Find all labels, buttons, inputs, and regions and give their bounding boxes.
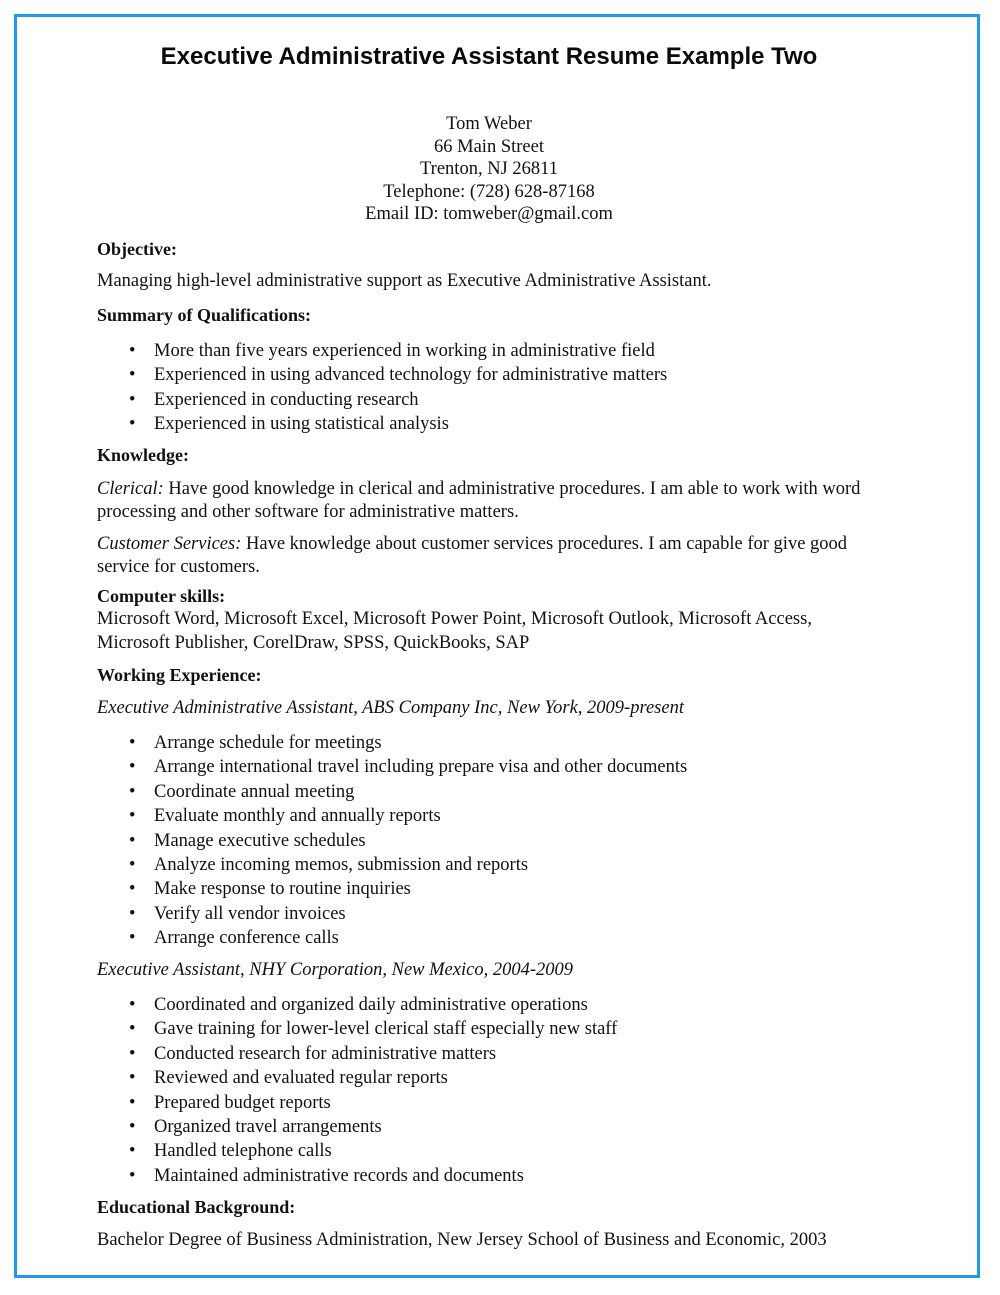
education-heading: Educational Background:	[97, 1197, 296, 1217]
list-item	[97, 1139, 617, 1163]
contact-city: Trenton, NJ 26811	[420, 159, 558, 180]
list-item-text: Coordinated and organized daily administrative operations	[154, 995, 588, 1015]
list-item	[97, 388, 667, 412]
list-item	[97, 853, 687, 877]
bullet-icon: •	[129, 854, 136, 875]
list-item-text: Make response to routine inquiries	[154, 879, 411, 900]
list-item-text: Arrange schedule for meetings	[154, 733, 382, 753]
objective-text: Managing high-level administrative support as Executive Administrative Assistant.	[97, 271, 712, 291]
list-item	[97, 1017, 617, 1041]
list-item-text: Prepared budget reports	[154, 1092, 331, 1113]
bullet-icon: •	[129, 1019, 136, 1040]
contact-telephone: Telephone: (728) 628-87168	[383, 181, 595, 202]
job2-list	[97, 993, 617, 1188]
list-item	[97, 363, 667, 387]
page-title: Executive Administrative Assistant Resume Example Two	[160, 43, 818, 70]
bullet-icon: •	[129, 365, 136, 386]
list-item-text: More than five years experienced in working in administrative field	[154, 341, 655, 361]
bullet-icon: •	[129, 341, 136, 361]
list-item	[97, 1115, 617, 1139]
list-item-text: Manage executive schedules	[154, 830, 366, 851]
list-item-text: Arrange conference calls	[154, 928, 339, 949]
bullet-icon: •	[129, 389, 136, 410]
list-item	[97, 993, 617, 1017]
list-item-text: Gave training for lower-level clerical staff especially new staff	[154, 1019, 618, 1040]
list-item	[97, 755, 687, 779]
list-item-text: Analyze incoming memos, submission and reports	[154, 854, 529, 875]
list-item-text: Reviewed and evaluated regular reports	[154, 1068, 448, 1089]
computer-line-2: Microsoft Publisher, CorelDraw, SPSS, QuickBooks, SAP	[97, 633, 530, 653]
computer-line-1: Microsoft Word, Microsoft Excel, Microsoft Power Point, Microsoft Outlook, Microsoft Access,	[97, 609, 812, 629]
contact-email: Email ID: tomweber@gmail.com	[365, 204, 613, 225]
list-item	[97, 1091, 617, 1115]
resume-page	[14, 14, 980, 1278]
list-item-text: Organized travel arrangements	[154, 1116, 382, 1137]
job1-title: Executive Administrative Assistant, ABS Company Inc, New York, 2009-present	[97, 698, 684, 718]
list-item-text: Conducted research for administrative matters	[154, 1043, 497, 1064]
contact-name: Tom Weber	[446, 114, 532, 134]
knowledge-heading: Knowledge:	[97, 445, 189, 465]
bullet-icon: •	[129, 903, 136, 924]
list-item-text: Experienced in using advanced technology for administrative matters	[154, 365, 668, 386]
knowledge-customer	[97, 533, 897, 578]
list-item	[97, 877, 687, 901]
list-item-text: Handled telephone calls	[154, 1141, 332, 1162]
bullet-icon: •	[129, 1141, 136, 1162]
list-item-text: Experienced in conducting research	[154, 389, 419, 410]
list-item	[97, 412, 667, 436]
list-item-text: Verify all vendor invoices	[154, 903, 346, 924]
job2-title: Executive Assistant, NHY Corporation, New Mexico, 2004-2009	[97, 960, 573, 980]
bullet-icon: •	[129, 1092, 136, 1113]
bullet-icon: •	[129, 806, 136, 827]
knowledge-clerical	[97, 478, 897, 523]
list-item	[97, 1042, 617, 1066]
summary-heading: Summary of Qualifications:	[97, 305, 311, 325]
bullet-icon: •	[129, 1116, 136, 1137]
list-item	[97, 731, 687, 755]
bullet-icon: •	[129, 414, 136, 435]
list-item-text: Evaluate monthly and annually reports	[154, 806, 441, 827]
list-item-text: Arrange international travel including prepare visa and other documents	[154, 757, 688, 778]
experience-heading: Working Experience:	[97, 665, 262, 685]
contact-street: 66 Main Street	[434, 136, 544, 157]
bullet-icon: •	[129, 830, 136, 851]
bullet-icon: •	[129, 733, 136, 753]
list-item	[97, 1164, 617, 1188]
list-item-text: Experienced in using statistical analysis	[154, 414, 449, 435]
list-item	[97, 780, 687, 804]
bullet-icon: •	[129, 995, 136, 1015]
contact-block	[3, 113, 975, 226]
bullet-icon: •	[129, 1165, 136, 1186]
list-item-text: Maintained administrative records and documents	[154, 1165, 524, 1186]
education-text: Bachelor Degree of Business Administration, New Jersey School of Business and Economic, 2003	[97, 1230, 827, 1250]
computer-heading: Computer skills:	[97, 586, 226, 606]
bullet-icon: •	[129, 928, 136, 949]
bullet-icon: •	[129, 1043, 136, 1064]
bullet-icon: •	[129, 781, 136, 802]
clerical-text: Have good knowledge in clerical and administrative procedures. I am able to work with word processing and other software for administrative matters.	[97, 479, 861, 522]
bullet-icon: •	[129, 879, 136, 900]
customer-text: Have knowledge about customer services procedures. I am capable for give good service for customers.	[97, 534, 848, 577]
clerical-label: Clerical:	[97, 479, 164, 499]
list-item	[97, 804, 687, 828]
list-item	[97, 829, 687, 853]
customer-label: Customer Services:	[97, 534, 242, 554]
bullet-icon: •	[129, 757, 136, 778]
list-item	[97, 926, 687, 950]
summary-list	[97, 339, 667, 437]
job1-list	[97, 731, 687, 951]
list-item	[97, 339, 667, 363]
objective-heading: Objective:	[97, 239, 177, 259]
bullet-icon: •	[129, 1068, 136, 1089]
list-item	[97, 1066, 617, 1090]
list-item	[97, 902, 687, 926]
list-item-text: Coordinate annual meeting	[154, 781, 355, 802]
